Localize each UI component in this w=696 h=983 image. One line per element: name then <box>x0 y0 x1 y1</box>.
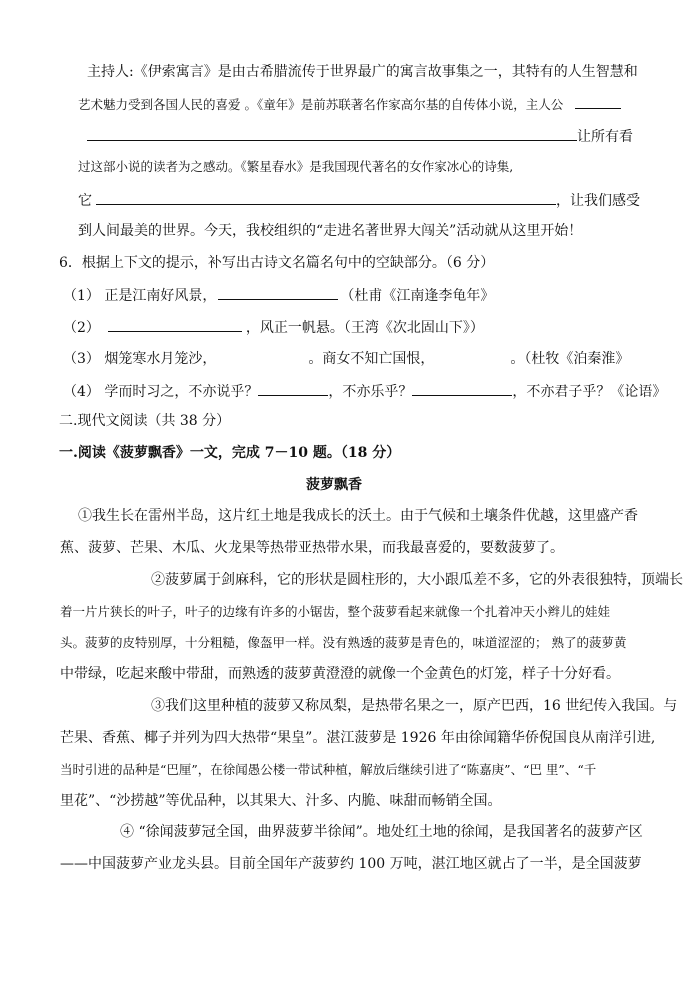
article-p3-line-3: 当时引进的品种是“巴厘”，在徐闻愚公楼一带试种植，解放后继续引进了“陈嘉庚”、“巴 里”、“千 <box>60 762 597 777</box>
q6-stem: 6．根据上下文的提示，补写出古诗文名篇名句中的空缺部分。（6 分） <box>59 255 495 271</box>
q6-item-1-text: （1） 正是江南好风景， <box>63 288 217 304</box>
q6-item-4-middle: ，不亦乐乎？ <box>328 384 413 400</box>
article-p3-line-1: ③我们这里种植的菠萝又称凤梨，是热带名果之一，原产巴西，16 世纪传入我国。与 <box>151 698 678 714</box>
section-heading: 二.现代文阅读（共 38 分） <box>59 413 231 429</box>
answer-blank[interactable] <box>412 381 512 396</box>
reading-instruction: 一.阅读《菠萝飘香》一文，完成 7－10 题。（18 分） <box>59 445 401 461</box>
answer-blank[interactable] <box>108 317 242 332</box>
q6-item-1-source: （杜甫《江南逢李龟年》 <box>340 288 495 304</box>
answer-blank[interactable] <box>218 285 338 300</box>
intro-line-3-text: 让所有看 <box>577 129 633 145</box>
article-p2-line-4: 中带绿，吃起来酸中带甜，而熟透的菠萝黄澄澄的就像一个金黄色的灯笼，样子十分好看。 <box>60 666 620 682</box>
article-p3-line-4: 里花”、“沙捞越”等优品种，以其果大、汁多、内脆、味甜而畅销全国。 <box>60 793 502 809</box>
intro-line-2 <box>78 94 621 115</box>
intro-line-1: 主持人:《伊索寓言》是由古希腊流传于世界最广的寓言故事集之一，其特有的人生智慧和 <box>87 64 638 80</box>
answer-blank[interactable] <box>96 190 556 205</box>
q6-item-4 <box>63 381 666 402</box>
article-p2-line-3: 头。菠萝的皮特别厚，十分粗糙，像盔甲一样。没有熟透的菠萝是青色的，味道涩涩的； 熟了的菠萝黄 <box>60 635 627 650</box>
article-p1-line-1: ①我生长在雷州半岛，这片红土地是我成长的沃土。由于气候和土壤条件优越，这里盛产香 <box>78 508 638 524</box>
answer-blank[interactable] <box>575 94 621 109</box>
q6-item-4-source: ，不亦君子乎？《论语》 <box>512 384 667 400</box>
intro-line-5 <box>78 190 640 211</box>
q6-item-2-text: ，风正一帆悬。（王湾《次北固山下》） <box>245 320 484 336</box>
article-p4-line-2: ——中国菠萝产业龙头县。目前全国年产菠萝约 100 万吨，湛江地区就占了一半，是全国菠萝 <box>60 856 642 872</box>
article-p4-line-1: ④ “徐闻菠萝冠全国，曲界菠萝半徐闻”。地处红土地的徐闻，是我国著名的菠萝产区 <box>120 824 643 840</box>
q6-item-3 <box>63 349 629 369</box>
article-title: 菠萝飘香 <box>306 477 362 493</box>
intro-line-4: 过这部小说的读者为之感动。《繁星春水》是我国现代著名的女作家冰心的诗集, <box>78 159 514 174</box>
q6-item-3-source: 。（杜牧《泊秦淮》 <box>510 351 630 367</box>
article-p2-line-2: 着一片片狭长的叶子，叶子的边缘有许多的小锯齿，整个菠萝看起来就像一个扎着冲天小辫儿的娃娃 <box>60 604 611 619</box>
q6-item-3-middle: 。商女不知亡国恨， <box>308 351 435 367</box>
intro-line-3 <box>87 126 633 147</box>
q6-item-2 <box>63 317 484 338</box>
intro-line-2-text: 艺术魅力受到各国人民的喜爱 。《童年》是前苏联著名作家高尔基的自传体小说，主人公 <box>78 97 564 112</box>
q6-item-4-text: （4） 学而时习之，不亦说乎？ <box>63 384 259 400</box>
q6-item-3-text: （3） 烟笼寒水月笼沙， <box>63 351 217 367</box>
article-p1-line-2: 蕉、菠萝、芒果、木瓜、火龙果等热带亚热带水果，而我最喜爱的，要数菠萝了。 <box>60 540 564 556</box>
article-p2-line-1: ②菠萝属于剑麻科，它的形状是圆柱形的，大小跟瓜差不多，它的外表很独特，顶端长 <box>151 572 683 588</box>
q6-item-2-number: （2） <box>63 320 100 336</box>
q6-item-1 <box>63 285 494 306</box>
intro-line-5-end: ，让我们感受 <box>556 193 640 209</box>
intro-line-6: 到人间最美的世界。今天，我校组织的“走进名著世界大闯关”活动就从这里开始！ <box>78 223 583 239</box>
answer-blank[interactable] <box>258 381 328 396</box>
answer-blank[interactable] <box>87 126 577 141</box>
article-p3-line-2: 芒果、香蕉、椰子并列为四大热带“果皇”。湛江菠萝是 1926 年由徐闻籍华侨倪国良从南洋引进, <box>60 730 656 746</box>
intro-line-5-start: 它 <box>78 193 92 209</box>
